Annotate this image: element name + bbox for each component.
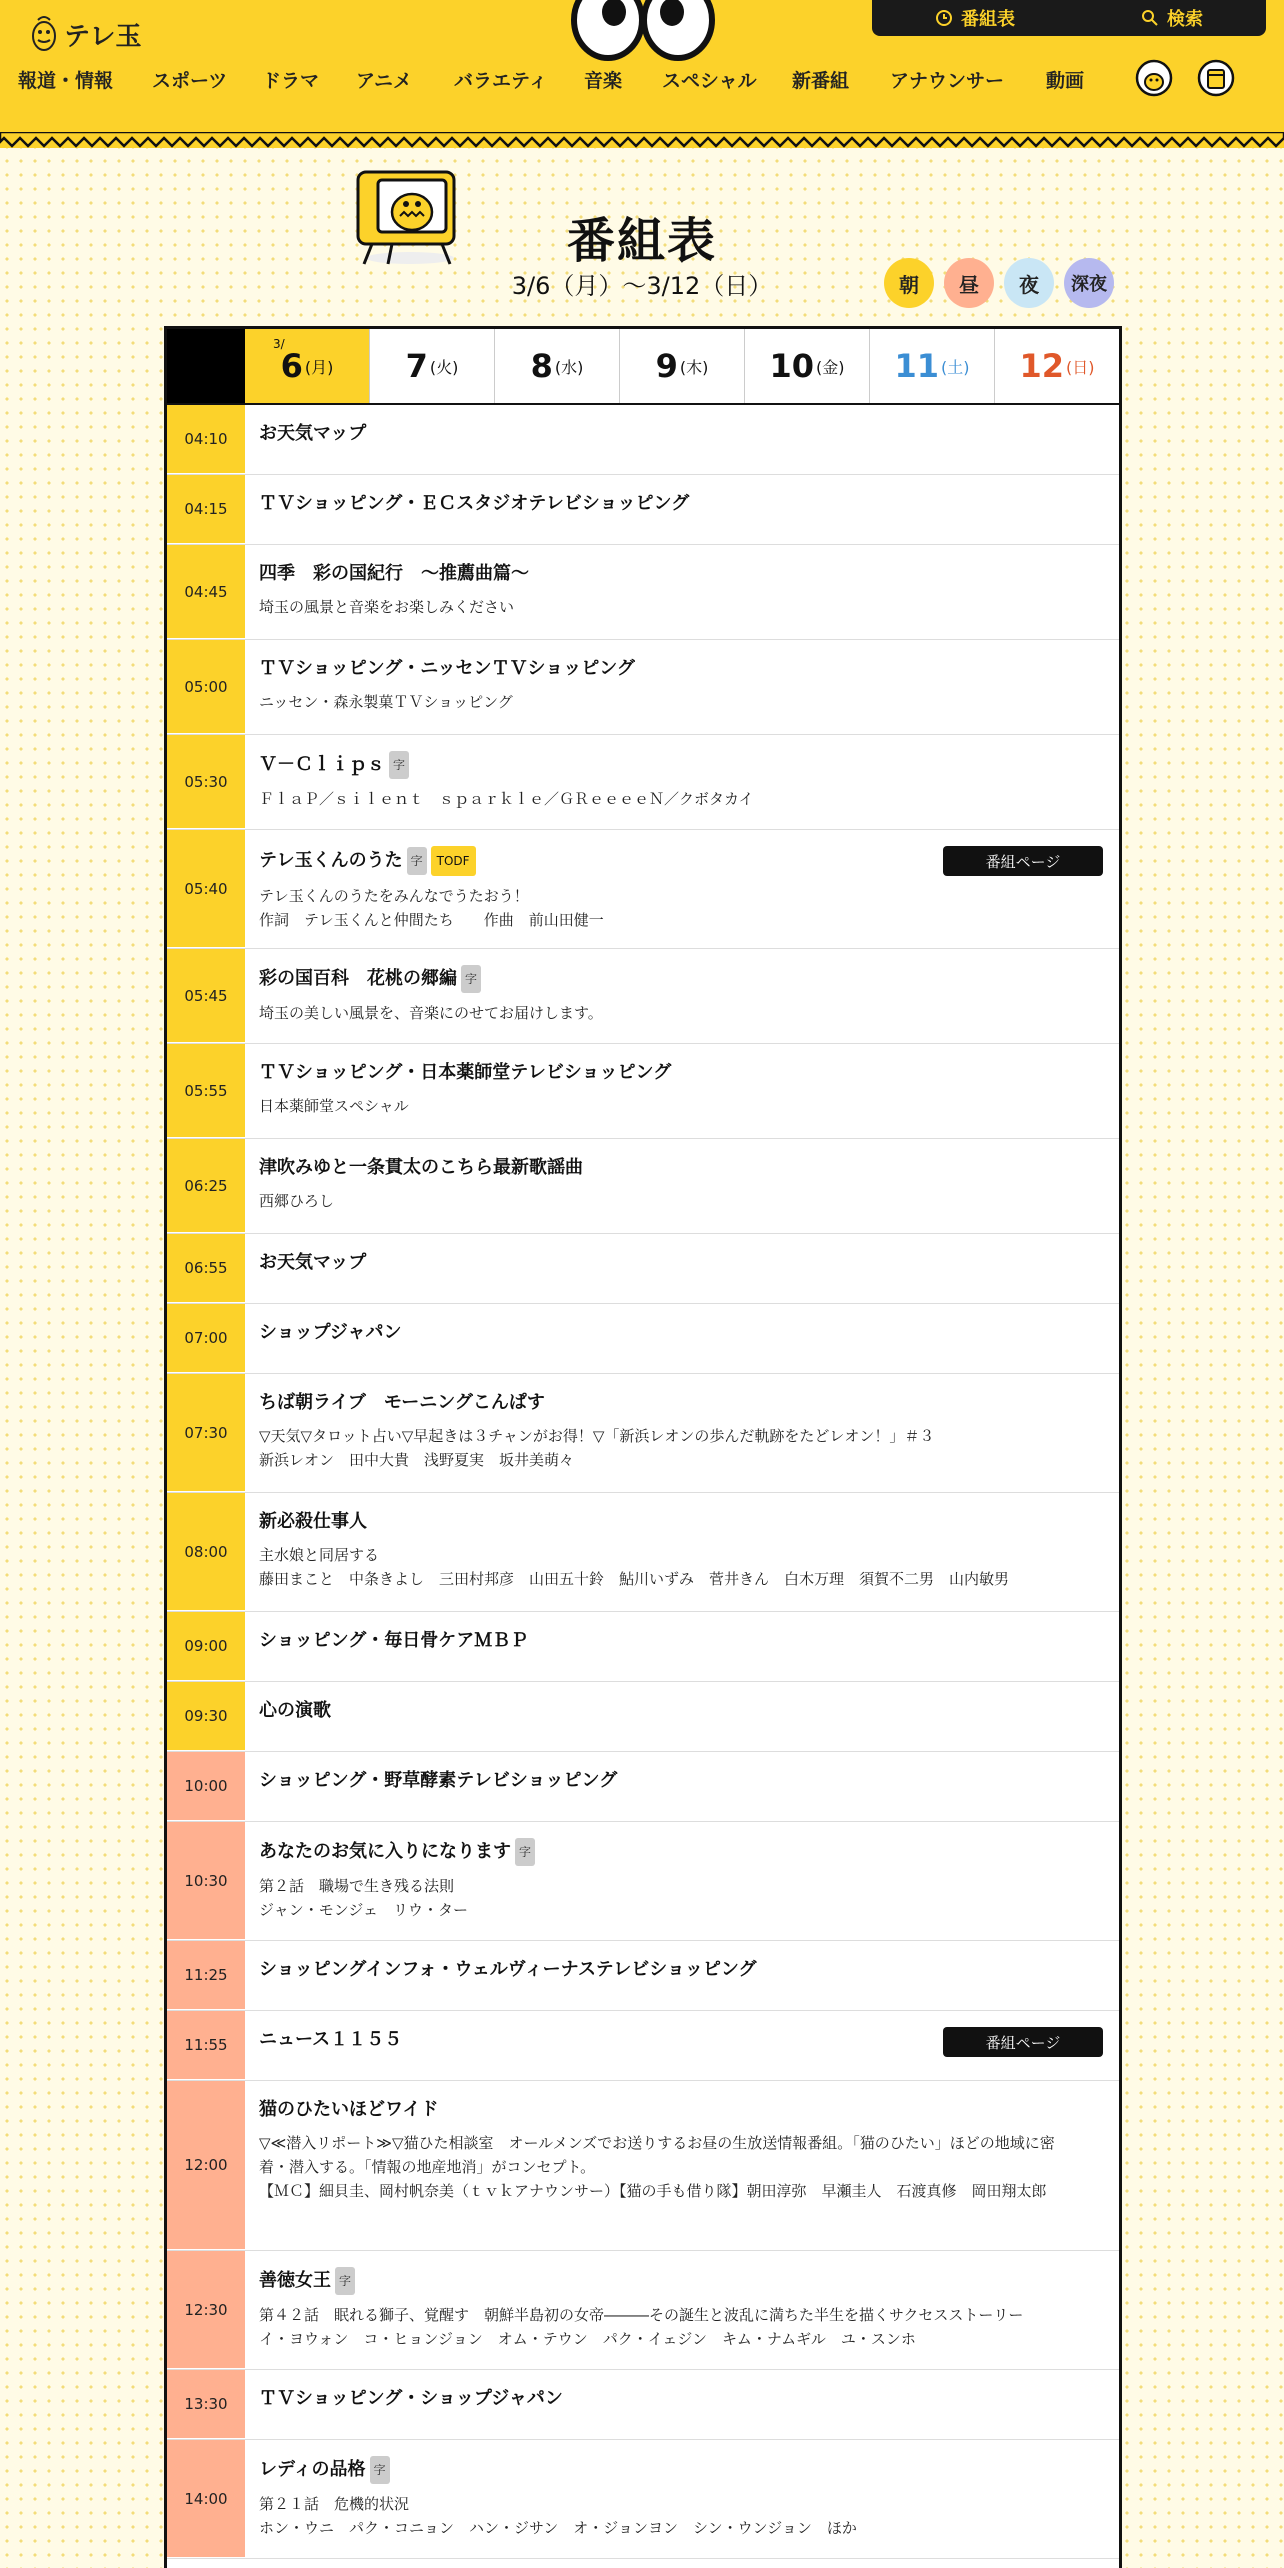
description-line: ＦｌａＰ／ｓｉｌｅｎｔ ｓｐａｒｋｌｅ／ＧＲｅｅｅｅＮ／クボタカイ [259, 790, 754, 808]
program-time: 05:00 [167, 640, 245, 734]
program-page-button[interactable]: 番組ページ [943, 2027, 1103, 2057]
program-description [259, 1424, 1103, 1472]
nav-item-music[interactable]: 音楽 [584, 70, 623, 92]
program-title [259, 1957, 1103, 1983]
program-time: 05:30 [167, 735, 245, 829]
program-time: 06:55 [167, 1234, 245, 1303]
program-title [259, 751, 1103, 779]
program-cell[interactable] [245, 545, 1119, 639]
program-page-button[interactable]: 番組ページ [943, 846, 1103, 876]
page-title: 番組表 [566, 213, 717, 269]
program-cell[interactable] [245, 1752, 1119, 1821]
program-time: 08:00 [167, 1493, 245, 1611]
description-line: ジャン・モンジェ リウ・ター [259, 1901, 469, 1919]
day-tab-7[interactable] [369, 329, 494, 403]
program-title-text: ショップジャパン [259, 1322, 402, 1343]
program-cell[interactable] [245, 949, 1119, 1043]
header-corner [167, 329, 245, 403]
program-title [259, 561, 1103, 587]
program-cell[interactable] [245, 2251, 1119, 2369]
program-time: 07:00 [167, 1304, 245, 1373]
program-time: 05:45 [167, 949, 245, 1043]
program-cell[interactable] [245, 1374, 1119, 1492]
description-line: 新浜レオン 田中大貴 浅野夏実 坂井美萌々 [259, 1451, 575, 1469]
program-time: 11:25 [167, 1941, 245, 2010]
nav-item-anime[interactable]: アニメ [356, 70, 413, 92]
program-row[interactable] [167, 1493, 1119, 1612]
search-icon [1141, 9, 1159, 27]
program-row[interactable] [167, 830, 1119, 949]
description-line: 埼玉の風景と音楽をお楽しみください [259, 598, 515, 616]
program-title-text: テレ玉くんのうた [259, 850, 403, 871]
program-cell[interactable] [245, 1493, 1119, 1611]
program-title [259, 1768, 1103, 1794]
mascot-badge-icon[interactable] [1134, 56, 1174, 98]
program-cell[interactable] [245, 830, 1119, 948]
day-tab-8[interactable] [494, 329, 619, 403]
program-cell[interactable] [245, 1234, 1119, 1303]
program-cell[interactable] [245, 405, 1119, 474]
description-line: 第２話 職場で生き残る法則 [259, 1877, 455, 1895]
description-line: 日本薬師堂スペシャル [259, 1097, 409, 1115]
program-time: 13:30 [167, 2370, 245, 2439]
day-number: 6 [280, 347, 303, 385]
main-nav [18, 66, 1106, 93]
day-number: 7 [405, 347, 428, 385]
timetable-button-label: 番組表 [961, 9, 1015, 30]
day-tab-11[interactable] [869, 329, 994, 403]
program-time: 14:00 [167, 2440, 245, 2558]
subtitle-badge: 字 [461, 965, 481, 993]
program-title [259, 1628, 1103, 1654]
program-cell[interactable] [245, 640, 1119, 734]
time-of-day-buttons [884, 258, 1114, 308]
morning-button[interactable]: 朝 [884, 258, 934, 308]
program-title [259, 1250, 1103, 1276]
program-cell[interactable] [245, 1682, 1119, 1751]
description-line: イ・ヨウォン コ・ヒョンジョン オム・テウン パク・イェジン キム・ナムギル ユ・スンホ [259, 2330, 916, 2348]
program-row[interactable] [167, 405, 1119, 475]
description-line: ▽≪潜入リポート≫▽猫ひた相談室 オールメンズでお送りするお昼の生放送情報番組。「猫のひたい」ほどの地域に密着・潜入する。「情報の地産地消」がコンセプト。 [259, 2134, 1055, 2176]
date-range: 3/6（月）〜3/12（日） [511, 272, 773, 300]
program-title-text: 四季 彩の国紀行 ～推薦曲篇～ [259, 563, 529, 584]
program-title [259, 2386, 1103, 2412]
program-title-text: 新必殺仕事人 [259, 1511, 367, 1532]
description-line: 主水娘と同居する [259, 1546, 380, 1564]
program-title [259, 421, 1103, 447]
program-description [259, 2303, 1103, 2351]
program-title [259, 2097, 1103, 2123]
program-list [167, 405, 1119, 2559]
day-number: 9 [655, 347, 678, 385]
program-cell[interactable] [245, 735, 1119, 829]
program-row[interactable] [167, 1822, 1119, 1941]
description-line: ホン・ウニ パク・コニョン ハン・ジサン オ・ジョンヨン シン・ウンジョン ほか [259, 2519, 857, 2537]
description-line: ▽天気▽タロット占い▽早起きは３チャンがお得！▽「新浜レオンの歩んだ軌跡をたどレオン！」＃３ [259, 1427, 935, 1445]
program-time: 10:30 [167, 1822, 245, 1940]
program-title-text: ちば朝ライブ モーニングこんぱす [259, 1392, 545, 1413]
program-time: 12:30 [167, 2251, 245, 2369]
program-row[interactable] [167, 2251, 1119, 2370]
day-weekday: (土) [941, 357, 970, 377]
program-title-text: ショッピングインフォ・ウェルヴィーナステレビショッピング [259, 1959, 757, 1980]
program-row[interactable] [167, 1941, 1119, 2011]
program-row[interactable] [167, 735, 1119, 830]
program-description [259, 2131, 1103, 2203]
program-description [259, 884, 1103, 932]
site-header [0, 0, 1284, 148]
mascot-eyes-icon [570, 0, 716, 62]
program-description [259, 595, 1103, 619]
day-weekday: (水) [554, 357, 584, 377]
program-row[interactable] [167, 1304, 1119, 1374]
program-time: 11:55 [167, 2011, 245, 2080]
program-time: 09:30 [167, 1682, 245, 1751]
program-description [259, 2492, 1103, 2540]
day-number: 12 [1019, 347, 1065, 385]
program-title [259, 965, 1103, 993]
program-title-text: ＴＶショッピング・ＥＣスタジオテレビショッピング [259, 493, 690, 514]
program-title-text: 彩の国百科 花桃の郷編 [259, 968, 457, 989]
program-cell[interactable] [245, 475, 1119, 544]
description-line: 埼玉の美しい風景を、音楽にのせてお届けします。 [259, 1004, 603, 1022]
program-row[interactable] [167, 1374, 1119, 1493]
day-tab-6[interactable] [245, 329, 369, 403]
program-time: 05:55 [167, 1044, 245, 1138]
program-title-text: ＴＶショッピング・ショップジャパン [259, 2388, 563, 2409]
program-row[interactable] [167, 1682, 1119, 1752]
program-title-text: あなたのお気に入りになります [259, 1841, 511, 1862]
program-row[interactable] [167, 1234, 1119, 1304]
program-description [259, 1001, 1103, 1025]
day-number: 8 [530, 347, 553, 385]
late-night-button[interactable]: 深夜 [1064, 258, 1114, 308]
program-cell[interactable] [245, 2011, 1119, 2080]
program-description [259, 1094, 1103, 1118]
header-zigzag-border [0, 132, 1284, 150]
program-row[interactable] [167, 2011, 1119, 2081]
program-time: 04:45 [167, 545, 245, 639]
subtitle-badge: 字 [335, 2267, 355, 2295]
description-line: 藤田まこと 中条きよし 三田村邦彦 山田五十鈴 鮎川いずみ 菅井きん 白木万理 須賀不二男 山内敏男 [259, 1570, 1010, 1588]
program-title [259, 1390, 1103, 1416]
program-row[interactable] [167, 2081, 1119, 2251]
program-cell[interactable] [245, 1822, 1119, 1940]
day-month: 3/ [273, 337, 285, 351]
description-line: 【ＭＣ】細貝圭、岡村帆奈美（ｔｖｋアナウンサー）【猫の手も借り隊】朝田淳弥 早瀬圭人 石渡真修 岡田翔太郎 [259, 2182, 1047, 2200]
description-line: 第４２話 眠れる獅子、覚醒す 朝鮮半島初の女帝―――その誕生と波乱に満ちた半生を描くサクセスストーリー [259, 2306, 1024, 2324]
day-number: 11 [894, 347, 940, 385]
program-row[interactable] [167, 2370, 1119, 2440]
description-line: テレ玉くんのうたをみんなでうたおう！ [259, 887, 529, 905]
program-time: 10:00 [167, 1752, 245, 1821]
timetable-button[interactable] [935, 5, 1015, 31]
description-line: 西郷ひろし [259, 1192, 335, 1210]
program-title [259, 2267, 1103, 2295]
program-cell[interactable] [245, 2440, 1119, 2558]
program-description [259, 1189, 1103, 1213]
program-cell[interactable] [245, 2370, 1119, 2439]
program-description [259, 787, 1103, 811]
calendar-badge-icon[interactable] [1196, 56, 1236, 98]
subtitle-badge: 字 [515, 1838, 535, 1866]
program-row[interactable] [167, 640, 1119, 735]
program-title-text: お天気マップ [259, 1252, 367, 1273]
program-cell[interactable] [245, 1044, 1119, 1138]
program-cell[interactable] [245, 1612, 1119, 1681]
program-time: 12:00 [167, 2081, 245, 2250]
noon-button[interactable]: 昼 [944, 258, 994, 308]
nav-item-news[interactable]: 報道・情報 [18, 70, 114, 92]
program-title [259, 1698, 1103, 1724]
program-title [259, 1509, 1103, 1535]
schedule-grid [164, 326, 1122, 2568]
day-header-row [167, 329, 1119, 405]
program-row[interactable] [167, 1752, 1119, 1822]
program-title [259, 656, 1103, 682]
program-title [259, 491, 1103, 517]
program-time: 07:30 [167, 1374, 245, 1492]
program-row[interactable] [167, 1139, 1119, 1234]
program-cell[interactable] [245, 1941, 1119, 2010]
top-action-bar [872, 0, 1266, 36]
program-title-text: Ｖ－Ｃｌｉｐｓ [259, 754, 385, 775]
program-title-text: 猫のひたいほどワイド [259, 2099, 439, 2120]
program-time: 04:10 [167, 405, 245, 474]
program-title-text: レディの品格 [259, 2459, 366, 2480]
program-title-text: 心の演歌 [259, 1700, 331, 1721]
day-weekday: (火) [429, 357, 459, 377]
program-cell[interactable] [245, 1304, 1119, 1373]
nav-item-video[interactable]: 動画 [1046, 70, 1085, 92]
night-button[interactable]: 夜 [1004, 258, 1054, 308]
subtitle-badge: 字 [389, 751, 409, 779]
nav-item-announcer[interactable]: アナウンサー [890, 70, 1005, 92]
program-title [259, 1838, 1103, 1866]
program-time: 04:15 [167, 475, 245, 544]
program-title-text: お天気マップ [259, 423, 367, 444]
subtitle-badge: 字 [370, 2456, 390, 2484]
description-line: 第２１話 危機的状況 [259, 2495, 410, 2513]
search-button[interactable] [1141, 5, 1203, 31]
day-weekday: (月) [304, 357, 334, 377]
program-title [259, 1320, 1103, 1346]
program-time: 09:00 [167, 1612, 245, 1681]
program-row[interactable] [167, 2440, 1119, 2559]
program-row[interactable] [167, 949, 1119, 1044]
program-title-text: ショッピング・毎日骨ケアＭＢＰ [259, 1630, 529, 1651]
format-badge: TODF [431, 846, 476, 876]
search-button-label: 検索 [1167, 9, 1203, 30]
program-title [259, 1155, 1103, 1181]
day-weekday: (日) [1066, 357, 1095, 377]
description-line: 作詞 テレ玉くんと仲間たち 作曲 前山田健一 [259, 911, 604, 929]
program-title-text: ＴＶショッピング・ニッセンＴＶショッピング [259, 658, 635, 679]
nav-item-special[interactable]: スペシャル [662, 70, 757, 92]
program-time: 06:25 [167, 1139, 245, 1233]
nav-item-sports[interactable]: スポーツ [152, 70, 228, 92]
day-tab-12[interactable] [994, 329, 1119, 403]
program-title-text: ＴＶショッピング・日本薬師堂テレビショッピング [259, 1062, 672, 1083]
day-tab-9[interactable] [619, 329, 744, 403]
program-title-text: ニュース１１５５ [259, 2029, 403, 2050]
nav-item-variety[interactable]: バラエティ [454, 70, 548, 92]
program-title [259, 2456, 1103, 2484]
nav-icon-group [1134, 56, 1236, 98]
day-tab-10[interactable] [744, 329, 869, 403]
program-description [259, 690, 1103, 714]
program-title [259, 1060, 1103, 1086]
program-title-text: ショッピング・野草酵素テレビショッピング [259, 1770, 618, 1791]
description-line: ニッセン・森永製菓ＴＶショッピング [259, 693, 513, 711]
logo[interactable] [30, 14, 141, 54]
clock-icon [935, 9, 953, 27]
program-description [259, 1543, 1103, 1591]
logo-text: テレ玉 [64, 21, 142, 52]
nav-item-new-programs[interactable]: 新番組 [792, 70, 850, 92]
program-description [259, 1874, 1103, 1922]
mascot-logo-icon [30, 14, 58, 54]
program-row[interactable] [167, 1612, 1119, 1682]
program-cell[interactable] [245, 1139, 1119, 1233]
program-row[interactable] [167, 475, 1119, 545]
subtitle-badge: 字 [407, 847, 427, 875]
nav-item-drama[interactable]: ドラマ [262, 70, 320, 92]
program-row[interactable] [167, 545, 1119, 640]
program-title-text: 善徳女王 [259, 2270, 331, 2291]
program-title-text: 津吹みゆと一条貫太のこちら最新歌謡曲 [259, 1157, 583, 1178]
program-row[interactable] [167, 1044, 1119, 1139]
program-cell[interactable] [245, 2081, 1119, 2250]
day-weekday: (金) [816, 357, 845, 377]
day-number: 10 [769, 347, 815, 385]
day-weekday: (木) [679, 357, 709, 377]
program-time: 05:40 [167, 830, 245, 948]
